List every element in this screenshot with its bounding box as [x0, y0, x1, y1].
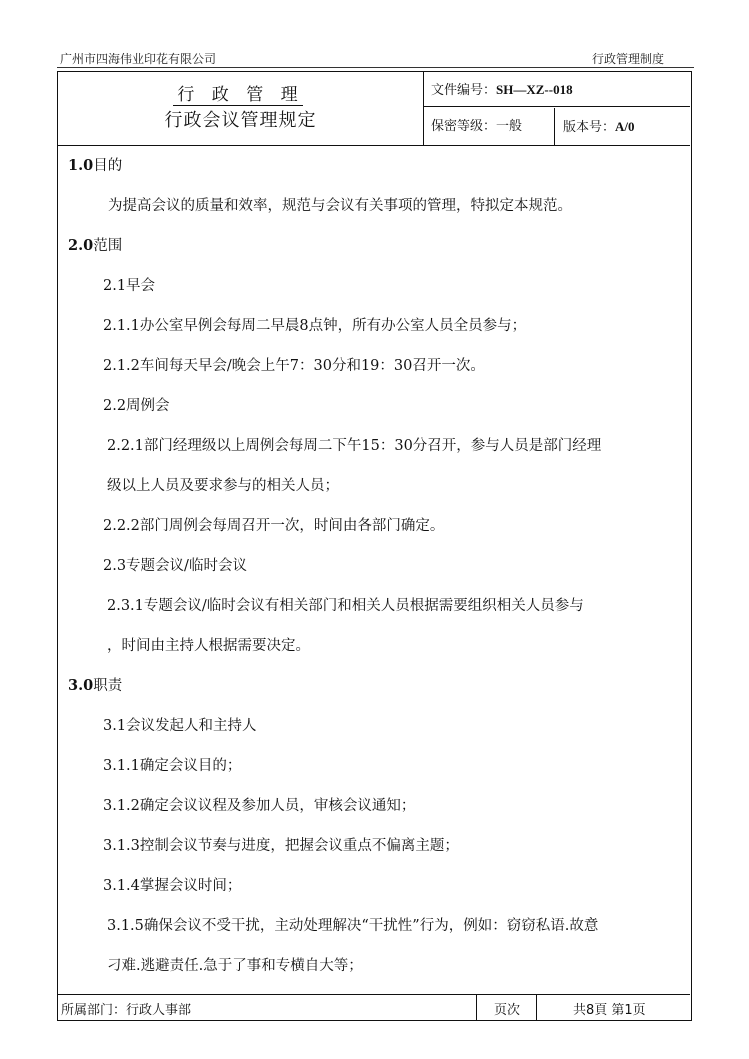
- clause-3-1-3: 3.1.3控制会议节奏与进度，把握会议重点不偏离主题；: [103, 838, 459, 854]
- clause-3-1-5: 3.1.5确保会议不受干扰，主动处理解决“干扰性”行为，例如：窃窃私语.故意: [107, 918, 599, 934]
- clause-2-1-2: 2.1.2车间每天早会/晚会上午7：30分和19：30召开一次。: [103, 358, 485, 374]
- clause-3-1: 3.1会议发起人和主持人: [103, 718, 257, 734]
- clause-3-1-1: 3.1.1确定会议目的；: [103, 758, 242, 774]
- title-cell: [58, 72, 424, 145]
- clause-2-2-2: 2.2.2部门周例会每周召开一次，时间由各部门确定。: [103, 518, 445, 534]
- document-title: 行政会议管理规定: [164, 110, 317, 131]
- file-number-label: 文件编号：: [431, 83, 497, 98]
- clause-3-1-5-cont: 刁难.逃避责任.急于了事和专横自大等；: [107, 958, 363, 974]
- version-cell: [555, 108, 690, 145]
- footer-divider: [476, 995, 477, 1021]
- document-frame: [57, 71, 692, 1021]
- section-heading-scope: [68, 234, 122, 255]
- version-label: 版本号：: [563, 120, 616, 135]
- clause-2-3-1: 2.3.1专题会议/临时会议有相关部门和相关人员根据需要组织相关人员参与: [107, 598, 584, 614]
- company-name: 广州市四海伟业印花有限公司: [60, 52, 217, 66]
- header-rule: [57, 67, 694, 68]
- secrecy-value: 一般: [496, 119, 523, 134]
- document-category: 行 政 管 理: [177, 85, 304, 105]
- clause-3-1-2: 3.1.2确定会议议程及参加人员，审核会议通知；: [103, 798, 416, 814]
- section-title: 目的: [93, 158, 123, 174]
- page-label: 页次: [494, 1003, 521, 1018]
- clause-3-1-4: 3.1.4掌握会议时间；: [103, 878, 242, 894]
- footer-divider: [536, 995, 537, 1021]
- version-value: A/0: [615, 119, 635, 134]
- department-label: 所属部门：行政人事部: [61, 1003, 192, 1018]
- file-number-cell: [423, 72, 690, 107]
- clause-2-2-1: 2.2.1部门经理级以上周例会每周二下午15：30分召开，参与人员是部门经理: [107, 438, 602, 454]
- file-number-value: SH—XZ--018: [496, 82, 573, 97]
- title-block: [58, 72, 690, 146]
- section-title: 职责: [93, 678, 123, 694]
- section-number: 1.0: [68, 157, 94, 174]
- secrecy-cell: [423, 108, 555, 145]
- document-type: 行政管理制度: [591, 52, 664, 66]
- secrecy-label: 保密等级：: [431, 119, 497, 134]
- paragraph-purpose: 为提高会议的质量和效率，规范与会议有关事项的管理，特拟定本规范。: [108, 198, 572, 214]
- section-number: 2.0: [68, 237, 94, 254]
- section-heading-purpose: [68, 154, 122, 175]
- section-title: 范围: [93, 238, 123, 254]
- section-heading-responsibility: [68, 674, 122, 695]
- clause-2-3-1-cont: ，时间由主持人根据需要决定。: [107, 638, 310, 654]
- footer-bar: [58, 994, 690, 1021]
- clause-2-3: 2.3专题会议/临时会议: [103, 558, 247, 574]
- clause-2-1: 2.1早会: [103, 278, 156, 294]
- section-number: 3.0: [68, 677, 94, 694]
- clause-2-2-1-cont: 级以上人员及要求参与的相关人员；: [107, 478, 339, 494]
- page-count: 共8頁 第1页: [573, 1003, 646, 1018]
- clause-2-1-1: 2.1.1办公室早例会每周二早晨8点钟，所有办公室人员全员参与；: [103, 318, 527, 334]
- clause-2-2: 2.2周例会: [103, 398, 170, 414]
